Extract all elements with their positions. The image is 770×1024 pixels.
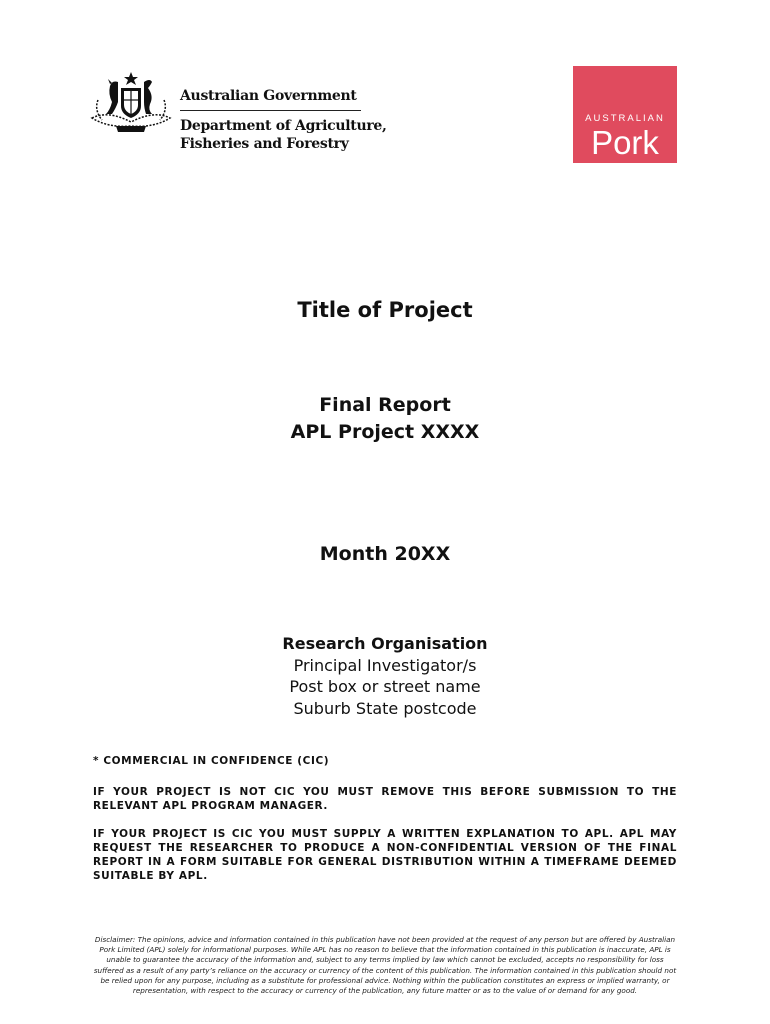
principal-investigators: Principal Investigator/s	[293, 656, 477, 675]
address-line-2: Suburb State postcode	[293, 699, 477, 718]
coat-of-arms-icon	[88, 70, 174, 134]
project-title: Title of Project	[297, 298, 473, 322]
address-line-1: Post box or street name	[289, 677, 481, 696]
research-organisation: Research Organisation	[282, 634, 488, 653]
pork-logo-small-text: AUSTRALIAN	[585, 113, 665, 124]
report-date: Month 20XX	[319, 543, 451, 565]
cic-paragraph-1: IF YOUR PROJECT IS NOT CIC YOU MUST REMOVE THIS BEFORE SUBMISSION TO THE RELEVANT APL PROGRAM MANAGER.	[93, 786, 677, 812]
disclaimer-text: Disclaimer: The opinions, advice and information contained in this publication have not been provided at the request of any person but are offered by Australian Pork Limited (APL) solely for informational purposes. While APL has no reason to believe that the information contained in this publication is inaccurate, APL is unable to guarantee the accuracy of the information and, subject to any terms implied by law which cannot be excluded, accepts no responsibility for loss suffered as a result of any party’s reliance on the accuracy or currency of the content of this publication. The information contained in this publication should not be relied upon for any purpose, including as a substitute for professional advice. Nothing within the publication constitutes an express or implied warranty, or representation, with respect to the accuracy or currency of the publication, any future matter or as to the value of or demand for any good.	[93, 935, 677, 996]
government-branding	[180, 88, 387, 153]
government-title: Australian Government	[180, 88, 361, 111]
cic-heading: * COMMERCIAL IN CONFIDENCE (CIC)	[93, 755, 330, 767]
australian-pork-logo	[573, 66, 677, 163]
department-name-line-1: Department of Agriculture,	[180, 118, 387, 134]
pork-logo-big-text: Pork	[591, 124, 659, 161]
report-type: Final Report	[319, 394, 451, 416]
department-name-line-2: Fisheries and Forestry	[180, 136, 349, 152]
cic-paragraph-2: IF YOUR PROJECT IS CIC YOU MUST SUPPLY A WRITTEN EXPLANATION TO APL. APL MAY REQUEST THE RESEARCHER TO PRODUCE A NON-CONFIDENTIAL VERSION OF THE FINAL REPORT IN A FORM SUITABLE FOR GENERAL DISTRIBUTION WITHIN A TIMEFRAME DEEMED SUITABLE BY APL.	[93, 828, 677, 882]
project-code: APL Project XXXX	[290, 421, 480, 443]
